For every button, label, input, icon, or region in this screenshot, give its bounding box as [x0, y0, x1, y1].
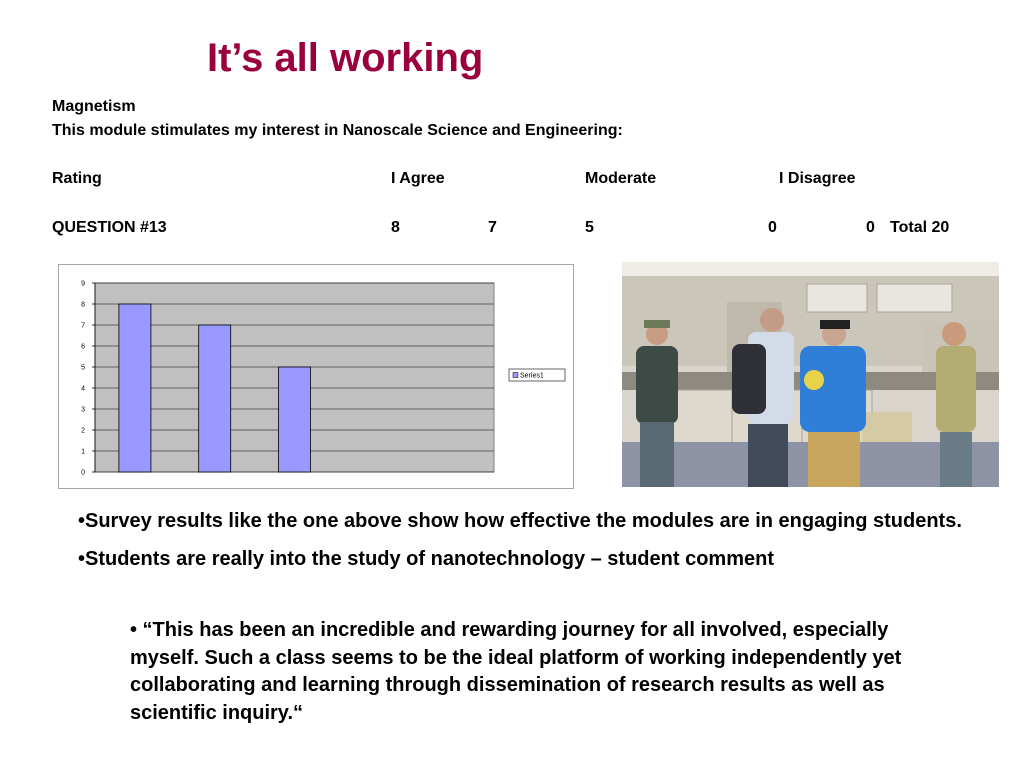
rating-agree: I Agree — [391, 170, 445, 187]
survey-statement: This module stimulates my interest in Nanoscale Science and Engineering: — [52, 122, 623, 139]
slide-title: It’s all working — [207, 36, 484, 80]
y-tick-label: 9 — [81, 280, 85, 288]
question-value: 0 — [866, 219, 875, 236]
legend-swatch — [513, 373, 518, 378]
bar — [279, 367, 311, 472]
survey-chart — [58, 264, 574, 489]
y-tick-label: 3 — [81, 406, 85, 414]
question-total: Total 20 — [890, 219, 950, 236]
rating-label: Rating — [52, 170, 102, 187]
y-tick-label: 6 — [81, 343, 85, 351]
bullet-list — [78, 508, 988, 584]
y-tick-label: 8 — [81, 301, 85, 309]
bar-chart-svg — [59, 265, 573, 488]
rating-moderate: Moderate — [585, 170, 657, 187]
bullet-survey-results: •Survey results like the one above show how effective the modules are in engaging students. — [78, 510, 962, 532]
students-lab-photo-icon — [622, 262, 999, 487]
question-value: 5 — [585, 219, 594, 236]
y-tick-label: 1 — [81, 448, 85, 456]
question-label: QUESTION #13 — [52, 219, 167, 236]
rating-disagree: I Disagree — [779, 170, 856, 187]
bar — [199, 325, 231, 472]
y-tick-label: 5 — [81, 364, 85, 372]
bullet-student-comment: •Students are really into the study of nanotechnology – student comment — [78, 548, 774, 570]
bar — [119, 304, 151, 472]
module-name: Magnetism — [52, 98, 136, 115]
legend-label: Series1 — [520, 372, 544, 380]
y-tick-label: 4 — [81, 385, 85, 393]
question-value: 8 — [391, 219, 400, 236]
question-value: 0 — [768, 219, 777, 236]
y-tick-label: 2 — [81, 427, 85, 435]
y-tick-label: 7 — [81, 322, 85, 330]
question-value: 7 — [488, 219, 497, 236]
student-quote: • “This has been an incredible and rewarding journey for all involved, especially myself. Such a class seems to be the ideal platform of working independently yet collaborating and learning through dissemination of research results as well as scientific inquiry.“ — [130, 619, 902, 724]
lab-photo — [622, 262, 999, 487]
y-tick-label: 0 — [81, 469, 85, 477]
